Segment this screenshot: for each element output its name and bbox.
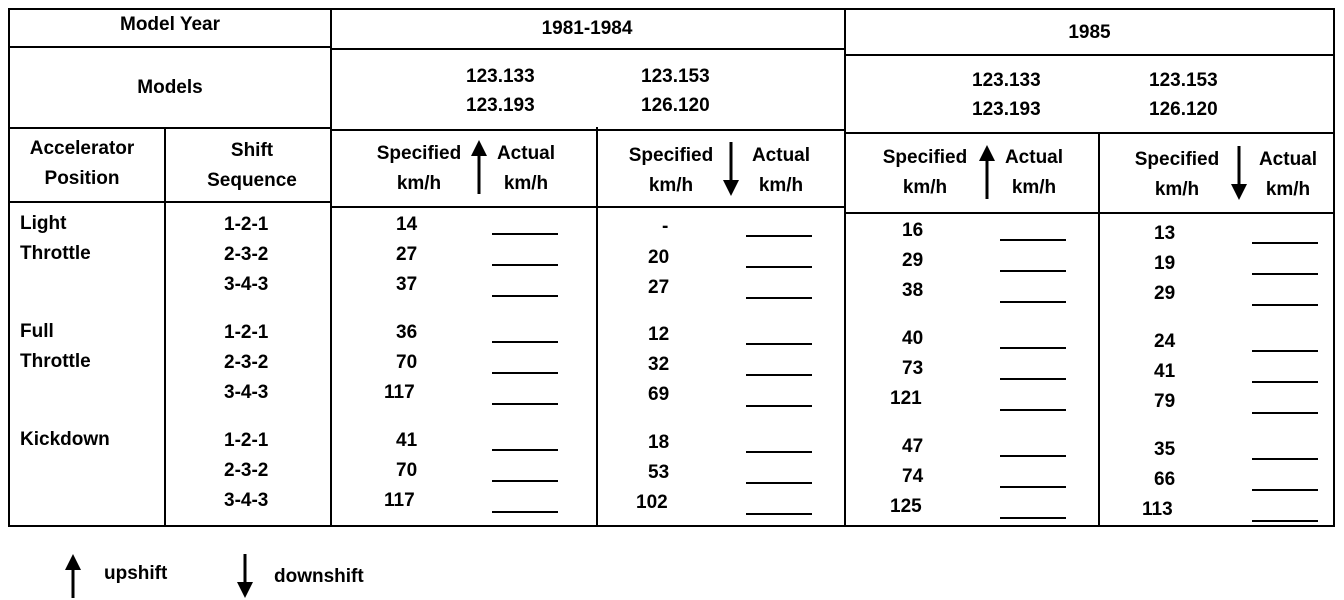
specified-header: Specified km/h xyxy=(882,147,968,198)
shift-sequence: 3-4-3 xyxy=(224,382,269,403)
position-label: Kickdown xyxy=(20,429,110,450)
divider xyxy=(10,127,330,129)
divider xyxy=(10,201,330,203)
upshift-legend-label: upshift xyxy=(104,563,168,584)
shift-sequence: 1-2-1 xyxy=(224,430,269,451)
specified-value: - xyxy=(662,216,669,237)
shift-sequence: 1-2-1 xyxy=(224,214,269,235)
specified-value: 125 xyxy=(890,496,922,517)
specified-value: 38 xyxy=(902,280,924,301)
model-code: 126.120 xyxy=(641,95,710,116)
actual-blank[interactable] xyxy=(1252,520,1318,522)
divider xyxy=(330,129,844,131)
actual-blank[interactable] xyxy=(1000,378,1066,380)
specified-value: 29 xyxy=(1154,283,1176,304)
actual-blank[interactable] xyxy=(492,449,558,451)
specified-value: 70 xyxy=(396,460,418,481)
shift-sequence-header: Shift Sequence xyxy=(207,140,297,191)
model-code: 123.193 xyxy=(466,95,535,116)
specified-value: 73 xyxy=(902,358,924,379)
actual-blank[interactable] xyxy=(1000,270,1066,272)
actual-header: Actual km/h xyxy=(496,143,556,194)
divider xyxy=(1098,133,1100,527)
specified-value: 41 xyxy=(396,430,418,451)
divider xyxy=(844,10,846,527)
model-code: 126.120 xyxy=(1149,99,1218,120)
position-label: Throttle xyxy=(20,351,91,372)
divider xyxy=(330,206,844,208)
year-1985: 1985 xyxy=(1068,22,1111,43)
actual-header: Actual km/h xyxy=(751,145,811,196)
divider xyxy=(10,46,330,48)
actual-blank[interactable] xyxy=(1252,458,1318,460)
divider xyxy=(164,127,166,527)
specified-header: Specified km/h xyxy=(376,143,462,194)
model-code: 123.153 xyxy=(1149,70,1218,91)
specified-value: 14 xyxy=(396,214,418,235)
actual-blank[interactable] xyxy=(1000,455,1066,457)
divider xyxy=(596,127,598,527)
position-label: Full xyxy=(20,321,54,342)
actual-blank[interactable] xyxy=(1252,242,1318,244)
actual-blank[interactable] xyxy=(1252,273,1318,275)
specified-header: Specified km/h xyxy=(1134,149,1220,200)
specified-value: 32 xyxy=(648,354,670,375)
accelerator-position-header: Accelerator Position xyxy=(29,138,135,189)
specified-value: 117 xyxy=(384,490,415,511)
specified-value: 117 xyxy=(384,382,415,403)
position-label: Throttle xyxy=(20,243,91,264)
specified-value: 79 xyxy=(1154,391,1176,412)
specified-value: 27 xyxy=(648,277,670,298)
actual-blank[interactable] xyxy=(746,482,812,484)
actual-blank[interactable] xyxy=(746,297,812,299)
actual-blank[interactable] xyxy=(746,343,812,345)
actual-blank[interactable] xyxy=(492,403,558,405)
specified-value: 37 xyxy=(396,274,418,295)
shift-sequence: 2-3-2 xyxy=(224,352,269,373)
actual-blank[interactable] xyxy=(492,295,558,297)
specified-value: 113 xyxy=(1142,499,1173,520)
specified-value: 27 xyxy=(396,244,418,265)
actual-blank[interactable] xyxy=(1252,381,1318,383)
specified-value: 19 xyxy=(1154,253,1176,274)
specified-header: Specified km/h xyxy=(628,145,714,196)
shift-sequence: 3-4-3 xyxy=(224,274,269,295)
specified-value: 20 xyxy=(648,247,670,268)
model-code: 123.133 xyxy=(972,70,1041,91)
specified-value: 36 xyxy=(396,322,418,343)
specified-value: 66 xyxy=(1154,469,1176,490)
actual-blank[interactable] xyxy=(1000,486,1066,488)
actual-blank[interactable] xyxy=(492,264,558,266)
actual-blank[interactable] xyxy=(492,372,558,374)
specified-value: 35 xyxy=(1154,439,1176,460)
downshift-arrow-icon xyxy=(1230,146,1248,200)
model-code: 123.193 xyxy=(972,99,1041,120)
specified-value: 47 xyxy=(902,436,924,457)
divider xyxy=(844,132,1335,134)
shift-sequence: 1-2-1 xyxy=(224,322,269,343)
actual-blank[interactable] xyxy=(1252,304,1318,306)
position-label: Light xyxy=(20,213,67,234)
specified-value: 121 xyxy=(890,388,922,409)
specified-value: 12 xyxy=(648,324,670,345)
actual-blank[interactable] xyxy=(746,513,812,515)
actual-header: Actual km/h xyxy=(1258,149,1318,200)
downshift-arrow-icon xyxy=(722,142,740,196)
specified-value: 16 xyxy=(902,220,924,241)
divider xyxy=(844,54,1335,56)
specified-value: 29 xyxy=(902,250,924,271)
actual-blank[interactable] xyxy=(746,374,812,376)
downshift-arrow-icon xyxy=(236,554,254,598)
actual-blank[interactable] xyxy=(492,480,558,482)
actual-blank[interactable] xyxy=(1000,239,1066,241)
actual-blank[interactable] xyxy=(746,235,812,237)
specified-value: 74 xyxy=(902,466,924,487)
model-code: 123.133 xyxy=(466,66,535,87)
actual-blank[interactable] xyxy=(1000,409,1066,411)
specified-value: 70 xyxy=(396,352,418,373)
downshift-legend-label: downshift xyxy=(274,566,364,587)
upshift-arrow-icon xyxy=(470,140,488,194)
specified-value: 18 xyxy=(648,432,670,453)
specified-value: 53 xyxy=(648,462,670,483)
year-1981-1984: 1981-1984 xyxy=(541,18,633,39)
actual-blank[interactable] xyxy=(1252,412,1318,414)
actual-blank[interactable] xyxy=(746,451,812,453)
actual-blank[interactable] xyxy=(1000,347,1066,349)
specified-value: 41 xyxy=(1154,361,1176,382)
shift-sequence: 2-3-2 xyxy=(224,460,269,481)
actual-blank[interactable] xyxy=(492,233,558,235)
actual-blank[interactable] xyxy=(492,341,558,343)
actual-blank[interactable] xyxy=(746,405,812,407)
specified-value: 69 xyxy=(648,384,670,405)
actual-blank[interactable] xyxy=(1000,301,1066,303)
actual-blank[interactable] xyxy=(492,511,558,513)
specified-value: 102 xyxy=(636,492,668,513)
specified-value: 13 xyxy=(1154,223,1176,244)
models-label: Models xyxy=(137,77,203,98)
actual-blank[interactable] xyxy=(1252,350,1318,352)
specified-value: 40 xyxy=(902,328,924,349)
actual-blank[interactable] xyxy=(1000,517,1066,519)
model-year-label: Model Year xyxy=(120,14,220,35)
model-code: 123.153 xyxy=(641,66,710,87)
shift-sequence: 3-4-3 xyxy=(224,490,269,511)
upshift-arrow-icon xyxy=(978,145,996,199)
divider xyxy=(330,48,844,50)
actual-header: Actual km/h xyxy=(1004,147,1064,198)
upshift-arrow-icon xyxy=(64,554,82,598)
actual-blank[interactable] xyxy=(746,266,812,268)
shift-sequence: 2-3-2 xyxy=(224,244,269,265)
specified-value: 24 xyxy=(1154,331,1176,352)
divider xyxy=(330,10,332,527)
actual-blank[interactable] xyxy=(1252,489,1318,491)
divider xyxy=(844,212,1335,214)
